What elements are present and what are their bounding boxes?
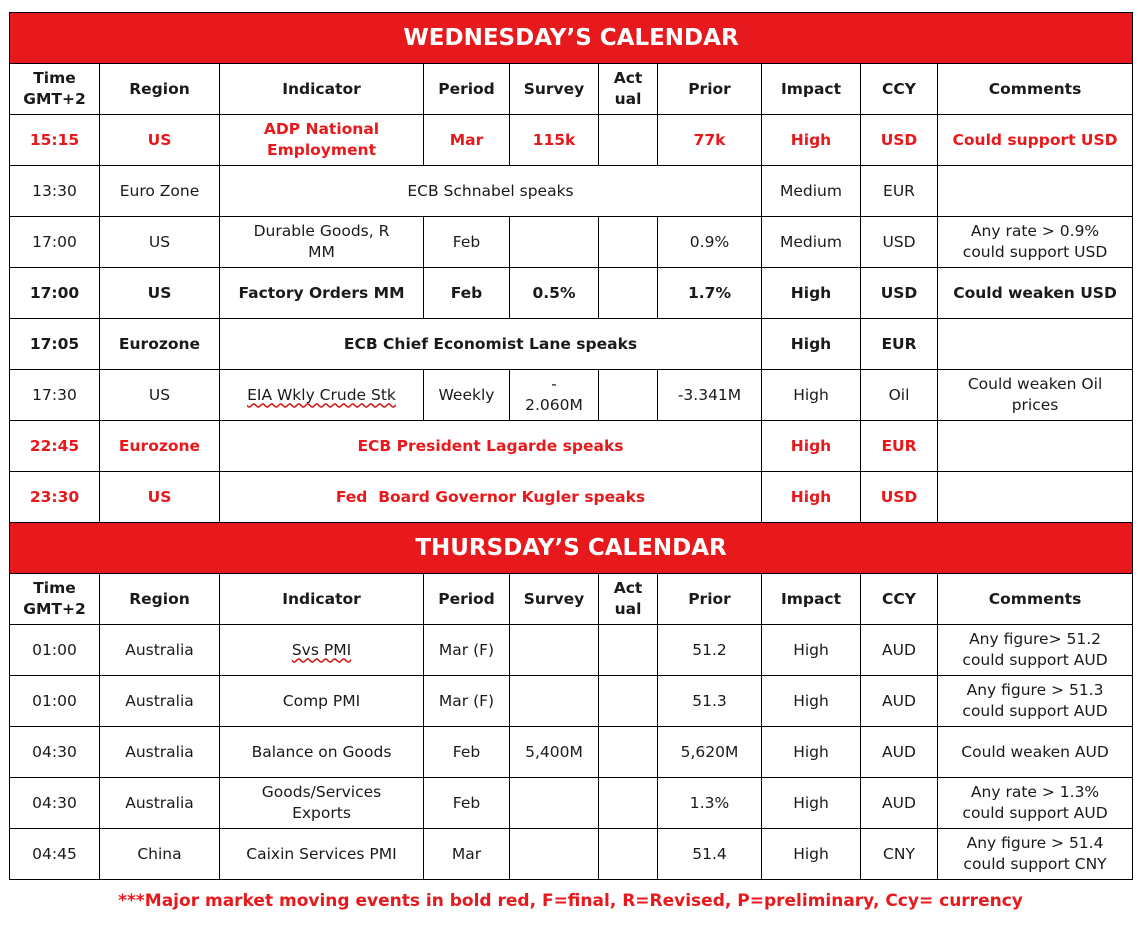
cell-impact: Medium (762, 217, 861, 268)
cell-survey (510, 829, 599, 880)
cell-impact: High (762, 472, 861, 523)
cell-survey (510, 676, 599, 727)
cell-time: 01:00 (10, 676, 100, 727)
cell-actual (599, 217, 658, 268)
cell-actual (599, 115, 658, 166)
wednesday-title: WEDNESDAY’S CALENDAR (10, 13, 1133, 64)
cell-prior: 51.3 (658, 676, 762, 727)
header-impact: Impact (762, 64, 861, 115)
cell-ccy: AUD (861, 727, 938, 778)
header-region: Region (100, 64, 220, 115)
cell-survey (510, 217, 599, 268)
cell-region: Eurozone (100, 319, 220, 370)
cell-impact: High (762, 370, 861, 421)
cell-prior: 5,620M (658, 727, 762, 778)
cell-indicator: Svs PMI (220, 625, 424, 676)
cell-indicator: ECB Schnabel speaks (220, 166, 762, 217)
cell-indicator: Comp PMI (220, 676, 424, 727)
cell-region: US (100, 268, 220, 319)
cell-comments (938, 472, 1133, 523)
cell-time: 15:15 (10, 115, 100, 166)
table-row (10, 829, 1133, 880)
cell-actual (599, 268, 658, 319)
wednesday-header-row (10, 64, 1133, 115)
cell-time: 17:00 (10, 268, 100, 319)
cell-survey (510, 778, 599, 829)
cell-survey: 115k (510, 115, 599, 166)
cell-region: Australia (100, 727, 220, 778)
cell-comments: Could weaken USD (938, 268, 1133, 319)
cell-prior: 1.3% (658, 778, 762, 829)
cell-impact: Medium (762, 166, 861, 217)
cell-survey: 0.5% (510, 268, 599, 319)
cell-region: China (100, 829, 220, 880)
header-ccy: CCY (861, 574, 938, 625)
cell-time: 17:30 (10, 370, 100, 421)
cell-ccy: USD (861, 268, 938, 319)
cell-indicator: ECB Chief Economist Lane speaks (220, 319, 762, 370)
cell-impact: High (762, 727, 861, 778)
cell-prior: 51.4 (658, 829, 762, 880)
cell-period: Feb (424, 217, 510, 268)
cell-impact: High (762, 625, 861, 676)
table-row (10, 115, 1133, 166)
cell-ccy: AUD (861, 778, 938, 829)
table-row (10, 166, 1133, 217)
cell-comments: Any rate > 1.3% could support AUD (938, 778, 1133, 829)
cell-actual (599, 727, 658, 778)
cell-indicator: Goods/Services Exports (220, 778, 424, 829)
header-time: Time GMT+2 (10, 64, 100, 115)
header-region: Region (100, 574, 220, 625)
cell-impact: High (762, 778, 861, 829)
cell-region: US (100, 115, 220, 166)
cell-comments (938, 421, 1133, 472)
table-row (10, 625, 1133, 676)
table-row (10, 472, 1133, 523)
cell-impact: High (762, 319, 861, 370)
cell-impact: High (762, 421, 861, 472)
cell-region: Euro Zone (100, 166, 220, 217)
table-row (10, 421, 1133, 472)
wednesday-banner (10, 13, 1133, 64)
cell-time: 13:30 (10, 166, 100, 217)
header-period: Period (424, 64, 510, 115)
thursday-header-row (10, 574, 1133, 625)
header-prior: Prior (658, 574, 762, 625)
cell-period: Mar (424, 115, 510, 166)
cell-impact: High (762, 115, 861, 166)
cell-ccy: AUD (861, 676, 938, 727)
cell-time: 23:30 (10, 472, 100, 523)
cell-comments: Could weaken Oil prices (938, 370, 1133, 421)
cell-comments: Any figure> 51.2 could support AUD (938, 625, 1133, 676)
cell-ccy: CNY (861, 829, 938, 880)
cell-actual (599, 370, 658, 421)
header-period: Period (424, 574, 510, 625)
header-comments: Comments (938, 574, 1133, 625)
header-actual: Act ual (599, 64, 658, 115)
cell-region: Eurozone (100, 421, 220, 472)
cell-region: US (100, 472, 220, 523)
cell-actual (599, 625, 658, 676)
cell-ccy: USD (861, 472, 938, 523)
header-actual: Act ual (599, 574, 658, 625)
table-row (10, 217, 1133, 268)
table-row (10, 676, 1133, 727)
header-survey: Survey (510, 574, 599, 625)
cell-period: Mar (F) (424, 676, 510, 727)
header-ccy: CCY (861, 64, 938, 115)
table-row (10, 319, 1133, 370)
cell-comments: Could weaken AUD (938, 727, 1133, 778)
cell-time: 04:30 (10, 778, 100, 829)
header-impact: Impact (762, 574, 861, 625)
cell-survey: - 2.060M (510, 370, 599, 421)
cell-time: 17:00 (10, 217, 100, 268)
cell-ccy: USD (861, 115, 938, 166)
cell-ccy: EUR (861, 319, 938, 370)
cell-indicator: ECB President Lagarde speaks (220, 421, 762, 472)
table-row (10, 727, 1133, 778)
cell-survey (510, 625, 599, 676)
cell-ccy: Oil (861, 370, 938, 421)
cell-comments: Any rate > 0.9% could support USD (938, 217, 1133, 268)
cell-prior: 0.9% (658, 217, 762, 268)
cell-comments (938, 319, 1133, 370)
cell-indicator: Durable Goods, R MM (220, 217, 424, 268)
cell-prior: -3.341M (658, 370, 762, 421)
cell-period: Feb (424, 778, 510, 829)
header-survey: Survey (510, 64, 599, 115)
cell-period: Feb (424, 727, 510, 778)
cell-prior: 77k (658, 115, 762, 166)
cell-indicator: Caixin Services PMI (220, 829, 424, 880)
cell-time: 04:45 (10, 829, 100, 880)
calendar-table (9, 12, 1133, 880)
cell-survey: 5,400M (510, 727, 599, 778)
legend-footnote: ***Major market moving events in bold red, F=final, R=Revised, P=preliminary, Ccy= currency (118, 891, 1023, 911)
cell-indicator: Fed Board Governor Kugler speaks (220, 472, 762, 523)
cell-indicator: EIA Wkly Crude Stk (220, 370, 424, 421)
header-time: Time GMT+2 (10, 574, 100, 625)
cell-comments (938, 166, 1133, 217)
cell-region: US (100, 217, 220, 268)
cell-region: Australia (100, 625, 220, 676)
table-row (10, 370, 1133, 421)
thursday-title: THURSDAY’S CALENDAR (10, 523, 1133, 574)
cell-ccy: EUR (861, 166, 938, 217)
cell-region: US (100, 370, 220, 421)
cell-time: 17:05 (10, 319, 100, 370)
cell-comments: Could support USD (938, 115, 1133, 166)
cell-prior: 1.7% (658, 268, 762, 319)
cell-impact: High (762, 829, 861, 880)
header-indicator: Indicator (220, 64, 424, 115)
cell-time: 01:00 (10, 625, 100, 676)
cell-ccy: USD (861, 217, 938, 268)
header-comments: Comments (938, 64, 1133, 115)
cell-prior: 51.2 (658, 625, 762, 676)
cell-period: Feb (424, 268, 510, 319)
cell-comments: Any figure > 51.4 could support CNY (938, 829, 1133, 880)
cell-actual (599, 778, 658, 829)
cell-time: 04:30 (10, 727, 100, 778)
header-prior: Prior (658, 64, 762, 115)
cell-period: Mar (F) (424, 625, 510, 676)
cell-impact: High (762, 268, 861, 319)
cell-period: Mar (424, 829, 510, 880)
cell-region: Australia (100, 676, 220, 727)
table-row (10, 778, 1133, 829)
cell-indicator: ADP National Employment (220, 115, 424, 166)
header-indicator: Indicator (220, 574, 424, 625)
cell-region: Australia (100, 778, 220, 829)
cell-impact: High (762, 676, 861, 727)
cell-time: 22:45 (10, 421, 100, 472)
cell-ccy: AUD (861, 625, 938, 676)
cell-actual (599, 676, 658, 727)
table-row (10, 268, 1133, 319)
cell-period: Weekly (424, 370, 510, 421)
cell-actual (599, 829, 658, 880)
thursday-banner (10, 523, 1133, 574)
cell-comments: Any figure > 51.3 could support AUD (938, 676, 1133, 727)
cell-indicator: Balance on Goods (220, 727, 424, 778)
cell-ccy: EUR (861, 421, 938, 472)
cell-indicator: Factory Orders MM (220, 268, 424, 319)
